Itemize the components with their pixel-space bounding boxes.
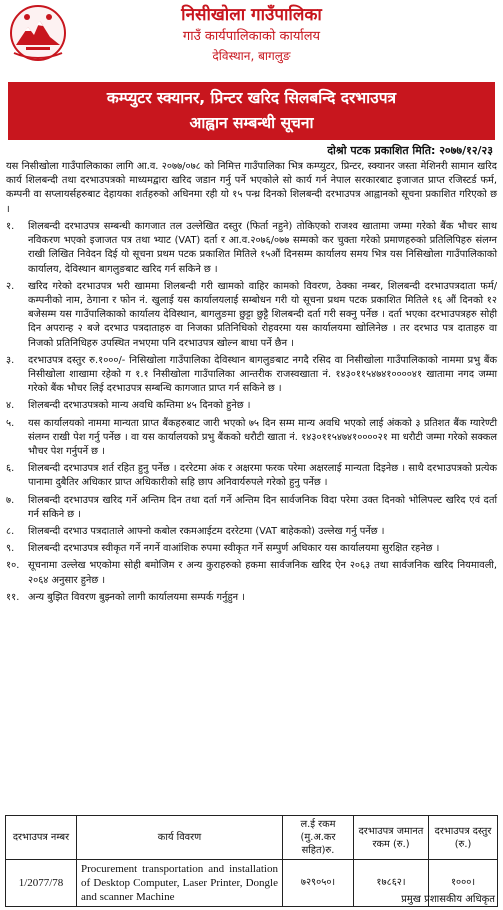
column-header: दरभाउपत्र दस्तुर (रु.) bbox=[429, 816, 498, 860]
office-address: देविस्थान, बागलुङ bbox=[212, 49, 291, 63]
condition-item bbox=[0, 462, 503, 490]
item-text: सूचनामा उल्लेख भएकोमा सोही बमोजिम र अन्य कुराहरुको हकमा सार्वजनिक खरिद ऐन २०६३ तथा सार्वजनिक खरिद नियमावली, २०६४ अनुसार हुनेछ । bbox=[28, 560, 497, 586]
item-text: खरिद गरेको दरभाउपत्र भरी खाममा शिलबन्दी गरी खामको वाहिर कामको विवरण, ठेक्का नम्बर, शिलबन्दी दरभाउपत्रदाता फर्म/कम्पनीको नाम, ठेगाना र फोन नं. खुलाई यस कार्यालयलाई सम्बोधन गरी यो सूचना प्रथम पटक प्रकाशित मितिले १६ औं दिनको १२ बजेसम्म यस गाउँपालिकाको कार्यालय देविस्थान, बागलुङमा छुट्टा छुट्टै शिलबन्दी दर्ता गरी सक्नु पर्नेछ । दर्ता भएका दरभाउपत्रहरु सोही दिन अपरान्ह २ बजे दरभाउ पत्रदाताहरु वा निजका प्रतिनिधिको रोहवरमा यस कार्यालयमा खोलिनेछ । तर दरभाउ पत्र दाताहरु वा निजको प्रतिनिधिहरु उपस्थित नभएमा पनि दरभाउपत्र खोल्न बाधा पर्ने छैन । bbox=[28, 280, 497, 349]
item-text: दरभाउपत्र दस्तुर रु.१०००/- निसिखोला गाउँपालिका देविस्थान बागलुङबाट नगदै रसिद वा निसीखोला गाउँपालिकाको नाममा प्रभु बैंक निसीखोला शाखामा रहेको ग १.१ निसीखोला गाउँपालिका आन्तरीक राजस्वखाता नं. १४३०११५४७४१००००४१ खातामा नगद जम्मा गरेको बैंक भौचर लिई दरभाउपत्र सम्बन्धि कागजात प्राप्त गर्न सकिने छ । bbox=[28, 354, 497, 395]
condition-item bbox=[0, 280, 503, 351]
table-header-row bbox=[6, 816, 498, 860]
conditions-list bbox=[0, 220, 503, 608]
item-text: शिलबन्दी दरभाउ पत्रदाताले आफ्नो कबोल रकमआईटम दररेटमा (VAT बाहेकको) उल्लेख गर्नु पर्नेछ । bbox=[28, 526, 385, 538]
item-text: शिलबन्दी दरभाउपत्र खरिद गर्ने अन्तिम दिन तथा दर्ता गर्ने अन्तिम दिन सार्वजनिक विदा परेमा उक्त दिनको भोलिपल्ट खरिद एवं दर्ता गर्न सकिने छ । bbox=[28, 494, 497, 520]
item-number: १. bbox=[6, 221, 15, 232]
item-text: शिलबन्दी दरभाउपत्र स्वीकृत गर्ने नगर्ने वाआंशिक रुपमा स्वीकृत गर्ने सम्पुर्ण अधिकार यस कार्यालयमा सुरक्षित रहनेछ । bbox=[28, 543, 440, 555]
work-description: Procurement transportation and installation of Desktop Computer, Laser Printer, Dongle and scanner Machine bbox=[77, 860, 283, 907]
column-header: ल.ई रकम (मु.अ.कर सहित)रु. bbox=[283, 816, 354, 860]
column-header: कार्य विवरण bbox=[77, 816, 283, 860]
tender-number: 1/2077/78 bbox=[6, 860, 77, 907]
security-amount: १७८६२। bbox=[354, 860, 429, 907]
item-number: ६. bbox=[6, 463, 15, 475]
condition-item bbox=[0, 494, 503, 522]
item-number: ३. bbox=[6, 354, 15, 366]
estimated-amount: ७२९०५०। bbox=[283, 860, 354, 907]
item-text: शिलबन्दी दरभाउपत्र शर्त रहित हुनु पर्नेछ । दररेटमा अंक र अक्षरमा फरक परेमा अक्षरलाई मान्यता दिइनेछ । साथै दरभाउपत्रको प्रत्येक पानामा दुबैतिर अधिकार प्राप्त अधिकारीको सहि छाप अनिवार्यरुपले गरेको हुनु पर्नेछ । bbox=[28, 463, 497, 489]
condition-item bbox=[0, 220, 503, 277]
publication-date: दोश्रो पटक प्रकाशित मिति: २०७७/१२/२३ bbox=[327, 144, 493, 157]
condition-item bbox=[0, 591, 503, 605]
item-number: ४. bbox=[6, 400, 15, 412]
notice-title-line2: आह्वान सम्बन्धी सूचना bbox=[189, 114, 314, 132]
condition-item bbox=[0, 542, 503, 556]
condition-item bbox=[0, 399, 503, 413]
tender-fee: १०००। bbox=[429, 860, 498, 907]
item-number: १०. bbox=[6, 560, 20, 572]
item-text: शिलबन्दी दरभाउपत्रको मान्य अवधि कम्तिमा ४५ दिनको हुनेछ । bbox=[28, 400, 251, 412]
item-number: २. bbox=[6, 280, 15, 292]
condition-item bbox=[0, 525, 503, 539]
item-text: अन्य बुझित विवरण बुझ्नको लागी कार्यालयमा सम्पर्क गर्नुहुन । bbox=[28, 591, 245, 603]
signatory-title: प्रमुख प्रशासकीय अधिकृत bbox=[401, 894, 495, 905]
condition-item bbox=[0, 354, 503, 397]
item-number: ७. bbox=[6, 494, 15, 506]
condition-item bbox=[0, 417, 503, 460]
condition-item bbox=[0, 559, 503, 587]
office-name: गाउँ कार्यपालिकाको कार्यालय bbox=[182, 29, 321, 44]
notice-title-line1: कम्प्युटर स्क्यानर, प्रिन्टर खरिद सिलबन्दि दरभाउपत्र bbox=[106, 89, 397, 107]
item-number: ११. bbox=[6, 591, 20, 603]
item-text: यस कार्यालयको नाममा मान्यता प्राप्त बैंकहरुबाट जारी भएको ७५ दिन सम्म मान्य अवधि भएको लाई अंकको ३ प्रतिशत बैंक ग्यारेण्टी संलग्न राखी पेश गर्नु पर्नेछ । वा यस कार्यालयको प्रभु बैंकको धरौटी खाता नं. १४३०११५४७४१००००२१ मा धरौटी जम्मा गरेको सक्कल भौचर पेश गर्नुपर्ने छ । bbox=[28, 417, 497, 458]
column-header: दरभाउपत्र जमानत रकम (रु.) bbox=[354, 816, 429, 860]
item-text: शिलबन्दी दरभाउपत्र सम्बन्धी कागजात तल उल्लेखित दस्तुर (फिर्ता नहुने) तोकिएको राजश्व खातामा जम्मा गरेको बैंक भौचर साथ नविकरण भएको इजाजत पत्र तथा भ्याट (VAT) दर्ता र आ.व.२०७६/०७७ सम्मको कर चुक्ता गरेको प्रमाणहरुको प्रतिलिपिहरु संलग्न राखी लिखित निवेदन दिई यो सूचना प्रथम पटक प्रकाशित मितिले १५औं दिनसम्म कार्यालय समय भित्र यस निसिखोला गाउँपालिकाको कार्यालय, देविस्थान बागलुङबाट खरिद गर्न सकिने छ । bbox=[28, 221, 497, 275]
notice-title-banner bbox=[8, 82, 495, 140]
organization-name: निसीखोला गाउँपालिका bbox=[181, 5, 322, 25]
column-header: दरभाउपत्र नम्बर bbox=[6, 816, 77, 860]
item-number: ८. bbox=[6, 526, 15, 538]
item-number: ९. bbox=[6, 543, 15, 555]
intro-paragraph: यस निसीखोला गाउँपालिकाका लागि आ.व. २०७७/०७८ को निमित्त गाउँपालिका भित्र कम्प्युटर, प्रिन्टर, स्क्यानर जस्ता मेशिनरी सामान खरिद कार्य शिलबन्दी तथा दरभाउपत्रको माध्यमद्वारा खरिद जडान गर्नु पर्ने भएकोले सो कार्य गर्न नेपाल सरकारबाट इजाजत प्राप्त रजिस्टर्ड फर्म, कम्पनी वा सप्लायर्सहरुबाट देहायका शर्तहरुको अधिनमा रही यो १५ पन्ध्र दिनको शिलबन्दी दरभाउपत्र आह्वानको सूचना प्रकाशित गरिएको छ । bbox=[6, 161, 497, 215]
item-number: ५. bbox=[6, 417, 15, 429]
